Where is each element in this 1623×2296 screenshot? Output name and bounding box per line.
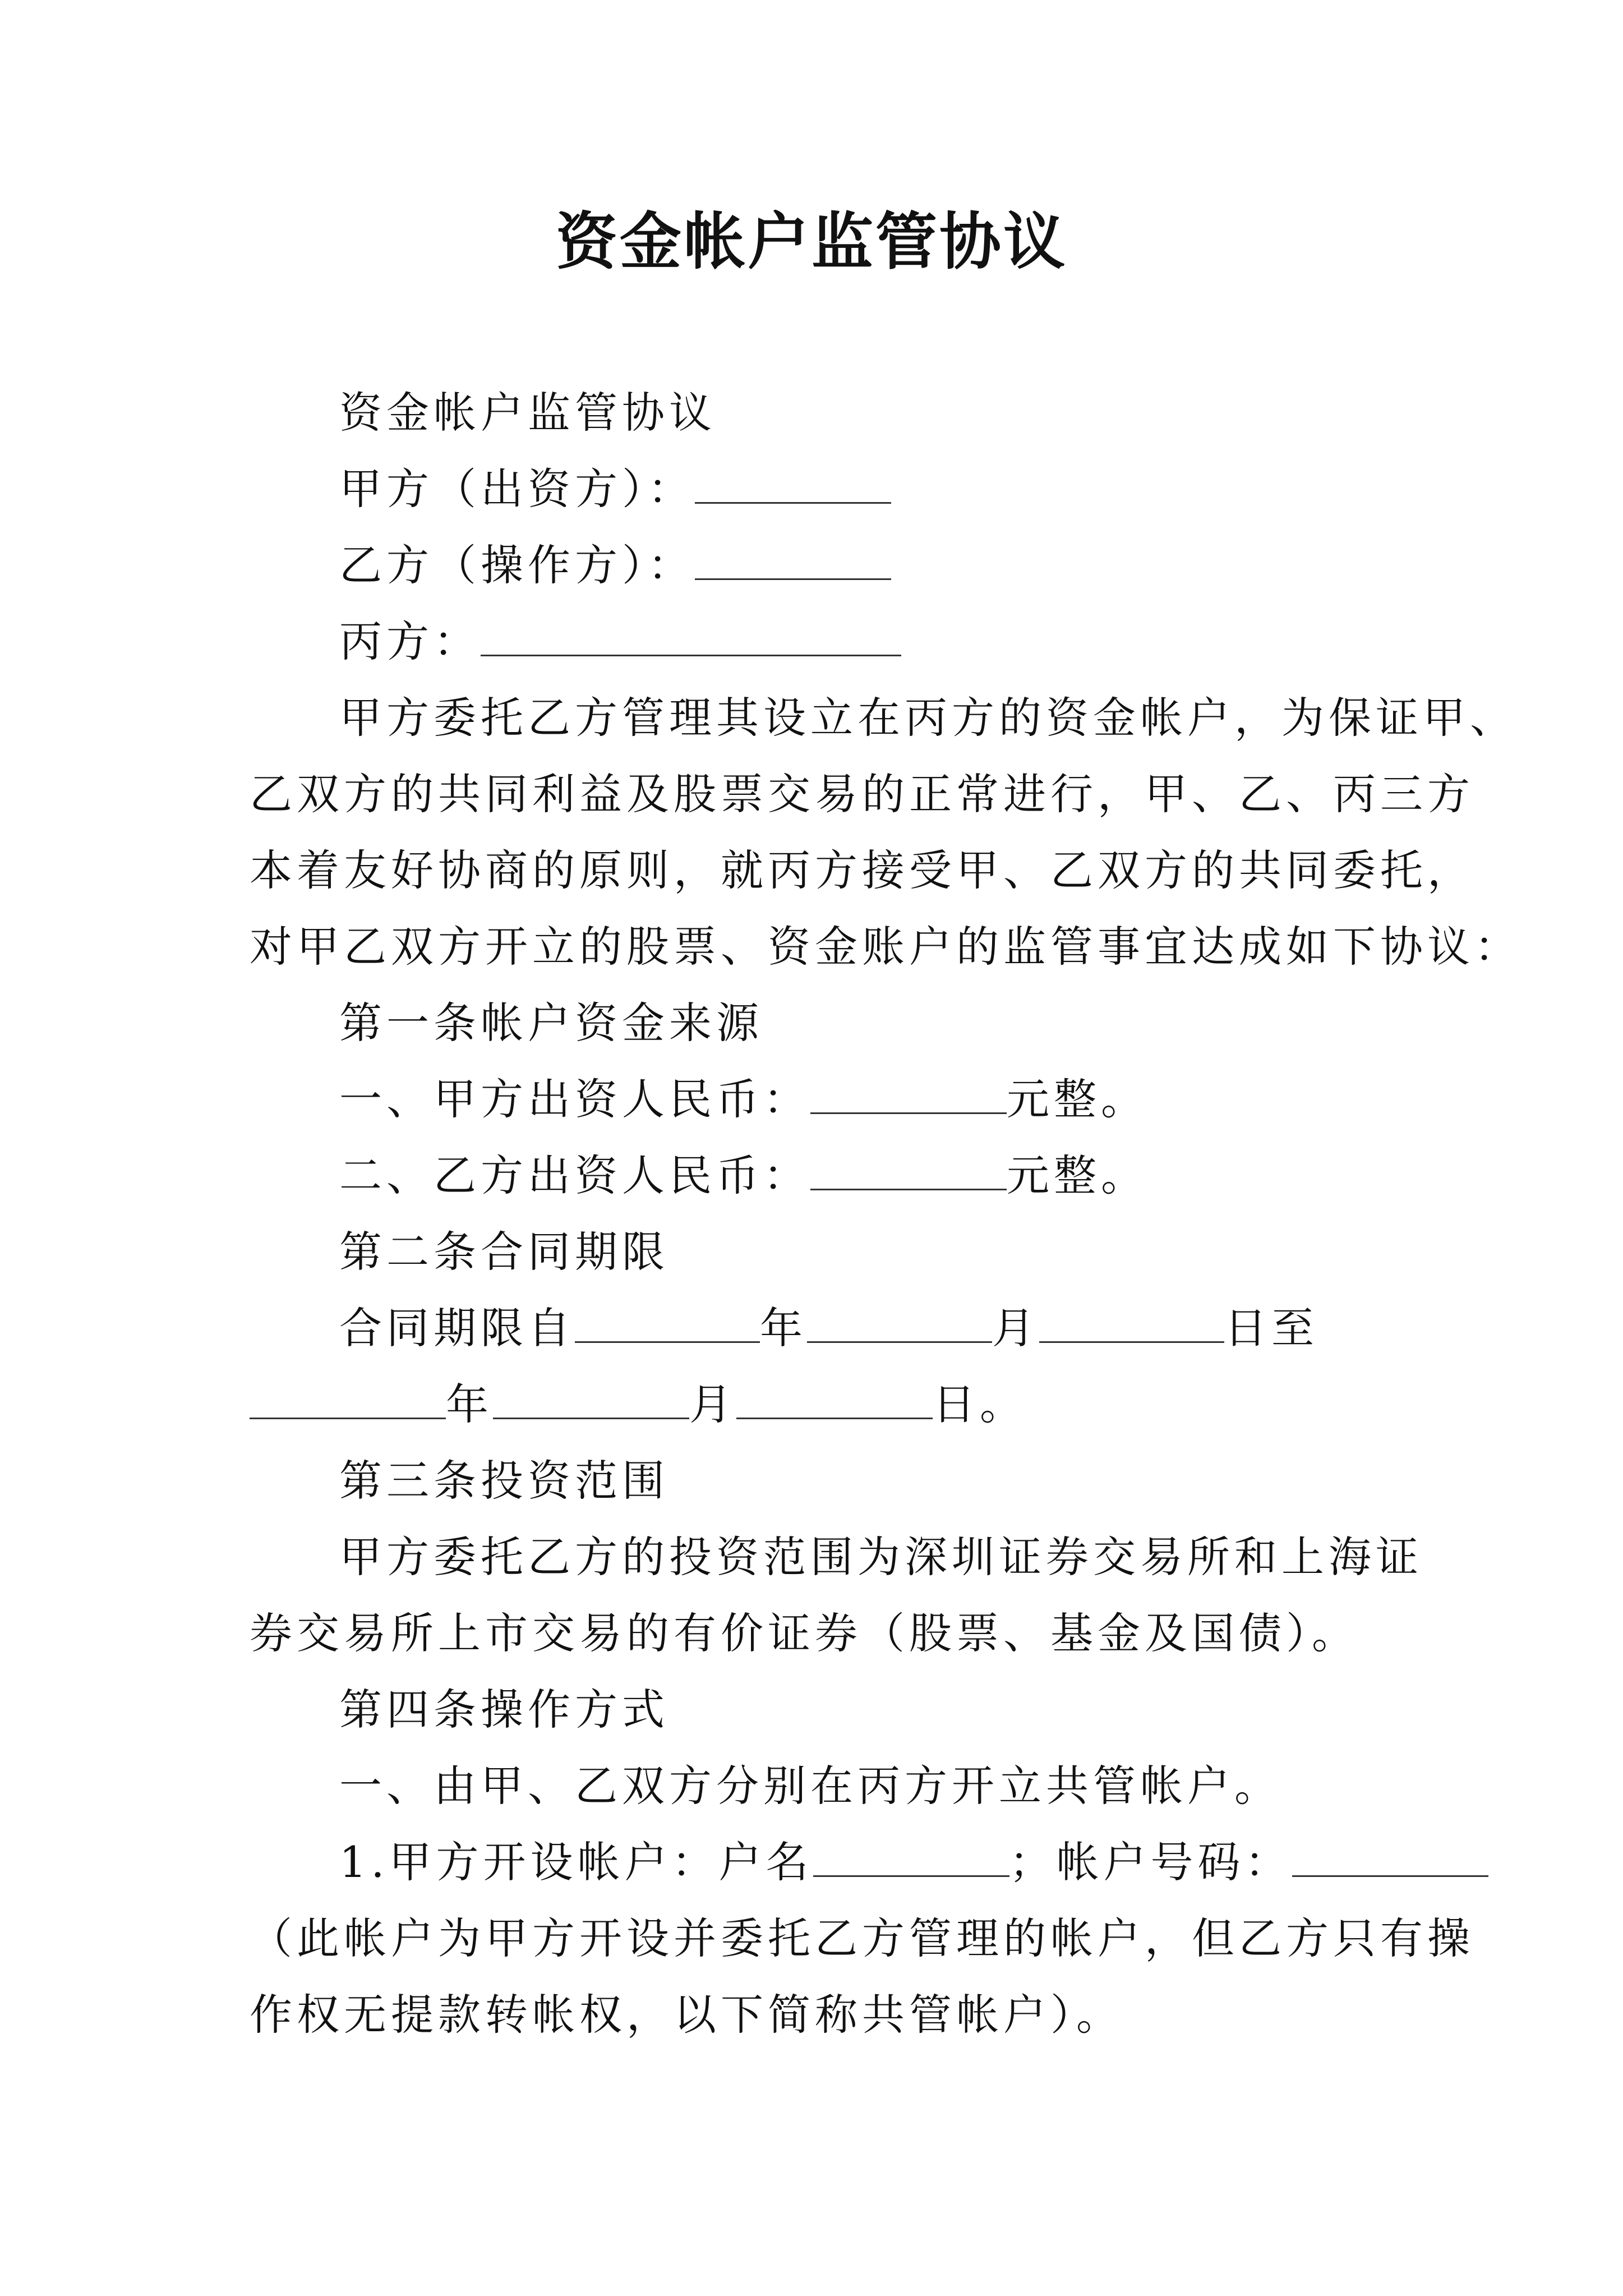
party-b-blank xyxy=(695,541,891,580)
start-day-blank xyxy=(1039,1304,1224,1343)
article-2-line-2 xyxy=(250,1366,1388,1443)
article-3-text-1: 甲方委托乙方的投资范围为深圳证券交易所和上海证 xyxy=(339,1532,1423,1582)
article-4-line-4 xyxy=(250,1977,1388,2053)
article-3-title: 第三条投资范围 xyxy=(339,1456,669,1506)
article-2-title: 第二条合同期限 xyxy=(339,1227,669,1277)
party-c-line xyxy=(250,604,1388,680)
end-year-blank xyxy=(250,1381,446,1419)
end-month-blank xyxy=(493,1381,689,1419)
end-day-blank xyxy=(736,1381,933,1419)
article-3-line-2 xyxy=(250,1595,1388,1672)
article-4-line-2 xyxy=(250,1824,1388,1901)
party-c-blank xyxy=(481,618,901,656)
intro-line-3 xyxy=(250,832,1474,909)
document-title: 资金帐户监管协议 xyxy=(556,205,1067,278)
end-day-label: 日。 xyxy=(933,1379,1027,1429)
article-1-item-a xyxy=(250,1061,1388,1138)
article-1-item-b-label: 二、乙方出资人民币： xyxy=(339,1151,810,1200)
article-4-line-3 xyxy=(250,1901,1474,1977)
party-a-label: 甲方（出资方）： xyxy=(339,464,695,514)
article-2-line-1 xyxy=(250,1290,1388,1366)
start-year-blank xyxy=(575,1304,760,1343)
subtitle-line xyxy=(250,375,1388,451)
account-name-blank xyxy=(813,1838,1009,1877)
article-1-item-b-blank xyxy=(810,1152,1007,1190)
end-year-label: 年 xyxy=(446,1379,493,1429)
account-number-blank xyxy=(1292,1838,1488,1877)
article-4-text-1: 一、由甲、乙双方分别在丙方开立共管帐户。 xyxy=(339,1761,1281,1811)
account-name-label: 1.甲方开设帐户：户名 xyxy=(339,1837,813,1887)
article-1-title: 第一条帐户资金来源 xyxy=(339,998,763,1048)
article-1-item-a-blank xyxy=(810,1075,1007,1114)
article-4-text-4: 作权无提款转帐权，以下简称共管帐户）。 xyxy=(250,1990,1123,2040)
article-1-item-b xyxy=(250,1138,1388,1214)
intro-text-4: 对甲乙双方开立的股票、资金账户的监管事宜达成如下协议： xyxy=(250,922,1521,972)
intro-line-1 xyxy=(250,680,1517,756)
article-2-heading xyxy=(250,1214,1388,1290)
intro-text-3: 本着友好协商的原则，就丙方接受甲、乙双方的共同委托， xyxy=(250,845,1474,895)
article-1-item-a-label: 一、甲方出资人民币： xyxy=(339,1074,810,1124)
subtitle-text: 资金帐户监管协议 xyxy=(339,388,716,438)
document-body xyxy=(250,375,1521,2053)
party-a-line xyxy=(250,451,1388,527)
intro-text-1: 甲方委托乙方管理其设立在丙方的资金帐户，为保证甲、 xyxy=(339,693,1517,743)
start-year-label: 年 xyxy=(760,1303,807,1353)
article-3-line-1 xyxy=(250,1519,1423,1595)
article-3-heading xyxy=(250,1443,1388,1519)
article-1-heading xyxy=(250,985,1388,1061)
party-b-label: 乙方（操作方）： xyxy=(339,540,695,590)
party-b-line xyxy=(250,527,1388,604)
start-day-to-label: 日至 xyxy=(1224,1303,1318,1353)
party-c-label: 丙方： xyxy=(339,616,481,666)
article-4-heading xyxy=(250,1672,1388,1748)
intro-line-2 xyxy=(250,756,1474,832)
party-a-blank xyxy=(695,465,891,504)
start-month-label: 月 xyxy=(992,1303,1039,1353)
end-month-label: 月 xyxy=(689,1379,736,1429)
start-month-blank xyxy=(807,1304,992,1343)
article-4-text-3: （此帐户为甲方开设并委托乙方管理的帐户，但乙方只有操 xyxy=(250,1913,1474,1963)
account-number-label: ；帐户号码： xyxy=(1009,1837,1292,1887)
article-3-text-2: 券交易所上市交易的有价证券（股票、基金及国债）。 xyxy=(250,1608,1359,1658)
article-1-item-b-suffix: 元整。 xyxy=(1007,1151,1148,1200)
article-4-title: 第四条操作方式 xyxy=(339,1685,669,1734)
article-4-line-1 xyxy=(250,1748,1388,1824)
article-1-item-a-suffix: 元整。 xyxy=(1007,1074,1148,1124)
intro-text-2: 乙双方的共同利益及股票交易的正常进行，甲、乙、丙三方 xyxy=(250,769,1474,819)
intro-line-4 xyxy=(250,909,1521,985)
contract-period-from-label: 合同期限自 xyxy=(339,1303,575,1353)
